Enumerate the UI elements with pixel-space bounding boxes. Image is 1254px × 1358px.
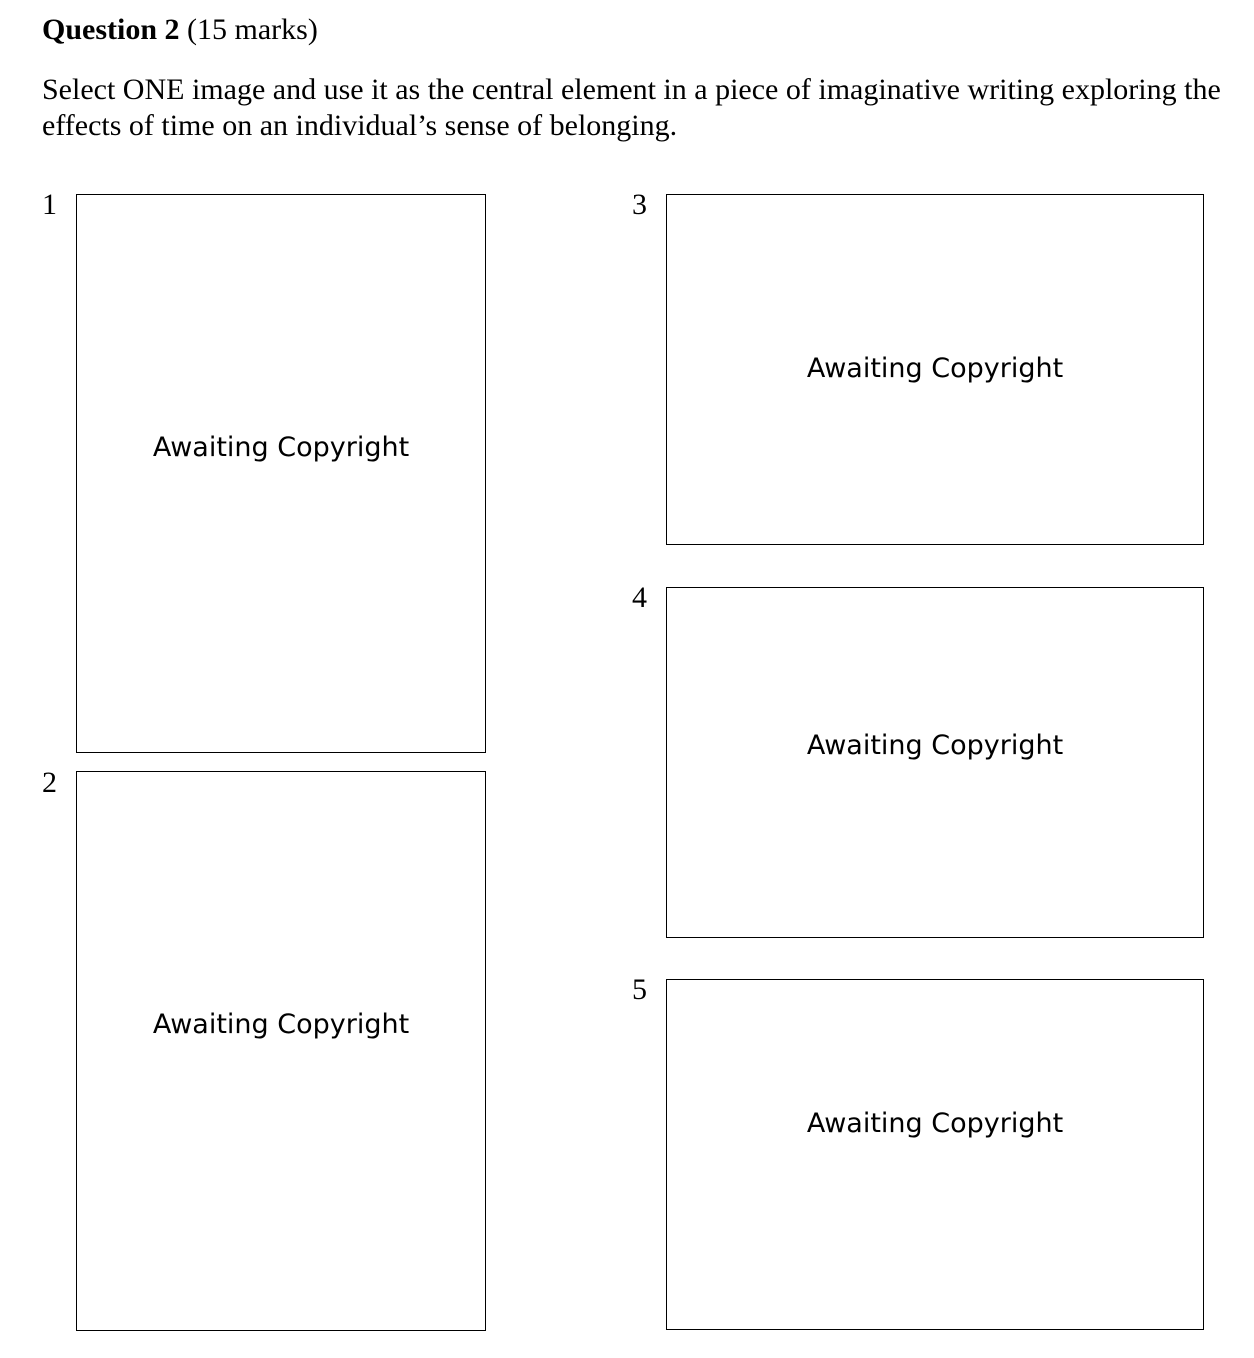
image-3-number: 3 <box>632 188 647 221</box>
image-4-number: 4 <box>632 581 647 614</box>
image-3-frame <box>666 194 1204 545</box>
question-marks: (15 marks) <box>187 13 318 46</box>
image-4-frame <box>666 587 1204 938</box>
image-1-placeholder: Awaiting Copyright <box>152 432 410 463</box>
image-5-number: 5 <box>632 973 647 1006</box>
image-1-number: 1 <box>42 188 57 221</box>
image-1-frame <box>76 194 486 753</box>
question-title: Question 2 <box>42 13 180 46</box>
image-4-placeholder: Awaiting Copyright <box>806 730 1064 761</box>
question-instruction: Select ONE image and use it as the central element in a piece of imaginative writing exploring the effects of time on an individual’s sense of belonging. <box>42 73 1221 142</box>
image-2-number: 2 <box>42 766 57 799</box>
question-heading <box>42 12 318 48</box>
image-5-placeholder: Awaiting Copyright <box>806 1108 1064 1139</box>
image-5-frame <box>666 979 1204 1330</box>
image-2-placeholder: Awaiting Copyright <box>152 1009 410 1040</box>
image-2-frame <box>76 771 486 1331</box>
image-3-placeholder: Awaiting Copyright <box>806 353 1064 384</box>
